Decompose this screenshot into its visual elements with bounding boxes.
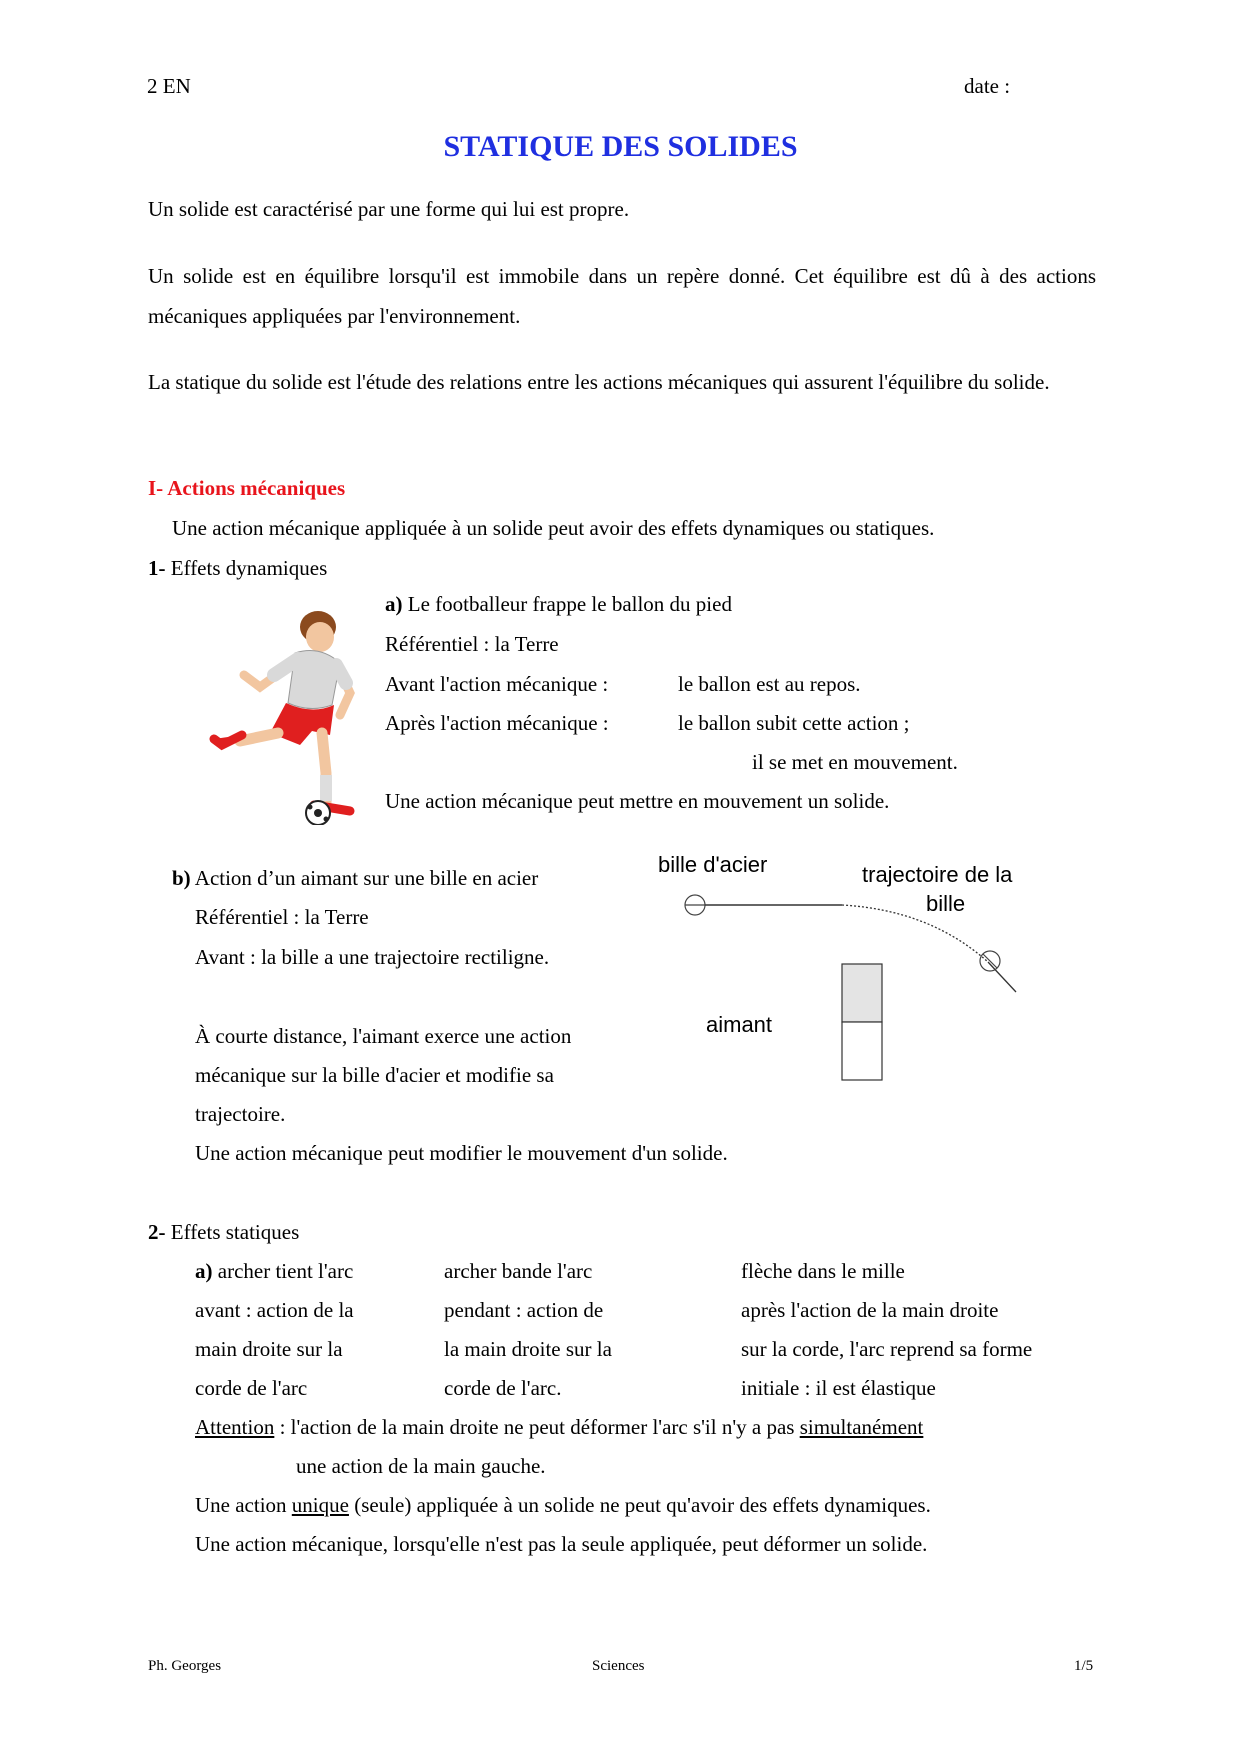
last-conclusion: Une action mécanique, lorsqu'elle n'est pas la seule appliquée, peut déformer un solide. <box>195 1532 928 1556</box>
attention-word: Attention <box>195 1415 275 1439</box>
diagram-label-trajectory-2: bille <box>926 891 966 916</box>
static-col1-text-1: archer tient l'arc <box>217 1259 354 1283</box>
magnet-bottom <box>842 1022 882 1080</box>
page-title: STATIQUE DES SOLIDES <box>443 130 798 163</box>
footer-page-number: 1/5 <box>1074 1658 1094 1674</box>
part-a-before-label: Avant l'action mécanique : <box>385 672 609 696</box>
diagram-label-ball: bille d'acier <box>658 852 768 877</box>
static-col3-line-3: sur la corde, l'arc reprend sa forme <box>741 1337 1033 1361</box>
intro-paragraph-1: Un solide est caractérisé par une forme qui lui est propre. <box>148 197 630 221</box>
static-col2-line-1: archer bande l'arc <box>444 1259 593 1283</box>
part-b-referential: Référentiel : la Terre <box>195 905 369 929</box>
attention-line-2: une action de la main gauche. <box>296 1454 546 1478</box>
part-a-text: Le footballeur frappe le ballon du pied <box>407 592 732 616</box>
magnet-top <box>842 964 882 1022</box>
part-a-referential: Référentiel : la Terre <box>385 632 559 656</box>
static-col1-line-1 <box>195 1259 353 1284</box>
ball-end <box>980 951 1000 971</box>
intro-paragraph-2: Un solide est en équilibre lorsqu'il est immobile dans un repère donné. Cet équilibre est dû à des actions mécaniques appliquées par l'environnement. <box>148 264 1096 328</box>
intro-paragraph-3: La statique du solide est l'étude des relations entre les actions mécaniques qui assurent l'équilibre du solide. <box>148 370 1050 394</box>
subsection-1-label: Effets dynamiques <box>170 556 328 580</box>
subsection-2-label: Effets statiques <box>170 1220 300 1244</box>
static-col2-line-2: pendant : action de <box>444 1298 604 1322</box>
static-col3-line-4: initiale : il est élastique <box>741 1376 936 1400</box>
ball-start <box>685 895 705 915</box>
part-a-after-value: le ballon subit cette action ; <box>678 711 910 735</box>
part-b-conclusion: Une action mécanique peut modifier le mouvement d'un solide. <box>195 1141 728 1165</box>
header-class: 2 EN <box>147 74 191 98</box>
static-col3-line-2: après l'action de la main droite <box>741 1298 999 1322</box>
part-b-text: Action d’un aimant sur une bille en acier <box>194 866 539 890</box>
static-col2-line-4: corde de l'arc. <box>444 1376 562 1400</box>
unique-before: Une action <box>195 1493 292 1517</box>
curved-trajectory-line <box>842 905 988 962</box>
part-a-before-value: le ballon est au repos. <box>678 672 861 696</box>
subsection-2-number: 2- <box>148 1220 166 1244</box>
subsection-1-heading <box>148 556 327 581</box>
subsection-1-number: 1- <box>148 556 166 580</box>
static-col2-line-3: la main droite sur la <box>444 1337 612 1361</box>
footer-author: Ph. Georges <box>148 1658 222 1674</box>
header-date: date : <box>964 74 1011 98</box>
subsection-2-heading <box>148 1220 299 1245</box>
diagram-label-magnet: aimant <box>706 1012 773 1037</box>
attention-text-1: : l'action de la main droite ne peut déformer l'arc s'il n'y a pas <box>274 1415 800 1439</box>
static-col1-line-3: main droite sur la <box>195 1337 343 1361</box>
part-b-heading <box>172 866 538 891</box>
part-b-number: b) <box>172 866 191 890</box>
unique-underlined: unique <box>291 1493 349 1517</box>
part-a-conclusion: Une action mécanique peut mettre en mouvement un solide. <box>385 789 890 813</box>
part-b-line-3: trajectoire. <box>195 1102 286 1126</box>
static-a-number: a) <box>195 1259 213 1283</box>
part-b-before: Avant : la bille a une trajectoire rectiligne. <box>195 945 550 969</box>
part-a-after-label: Après l'action mécanique : <box>385 711 609 735</box>
part-a-heading <box>385 592 732 617</box>
part-a-after-value-2: il se met en mouvement. <box>752 750 958 774</box>
unique-after: (seule) appliquée à un solide ne peut qu'avoir des effets dynamiques. <box>348 1493 931 1517</box>
diagram-label-trajectory-1: trajectoire de la <box>862 862 1013 887</box>
static-col1-line-2: avant : action de la <box>195 1298 354 1322</box>
attention-line <box>195 1415 923 1440</box>
static-col1-line-4: corde de l'arc <box>195 1376 308 1400</box>
trajectory-continuation <box>988 962 1016 992</box>
section-intro: Une action mécanique appliquée à un solide peut avoir des effets dynamiques ou statiques. <box>172 516 935 540</box>
attention-underlined: simultanément <box>799 1415 924 1439</box>
part-b-line-2: mécanique sur la bille d'acier et modifie sa <box>195 1063 554 1087</box>
magnet-trajectory-diagram <box>670 890 1030 1090</box>
part-b-line-1: À courte distance, l'aimant exerce une action <box>195 1024 572 1048</box>
footballer-illustration <box>200 605 375 825</box>
static-col3-line-1: flèche dans le mille <box>741 1259 905 1283</box>
unique-action-line <box>195 1493 931 1518</box>
footer-subject: Sciences <box>592 1658 645 1674</box>
section-title: I- Actions mécaniques <box>148 476 346 500</box>
part-a-number: a) <box>385 592 403 616</box>
